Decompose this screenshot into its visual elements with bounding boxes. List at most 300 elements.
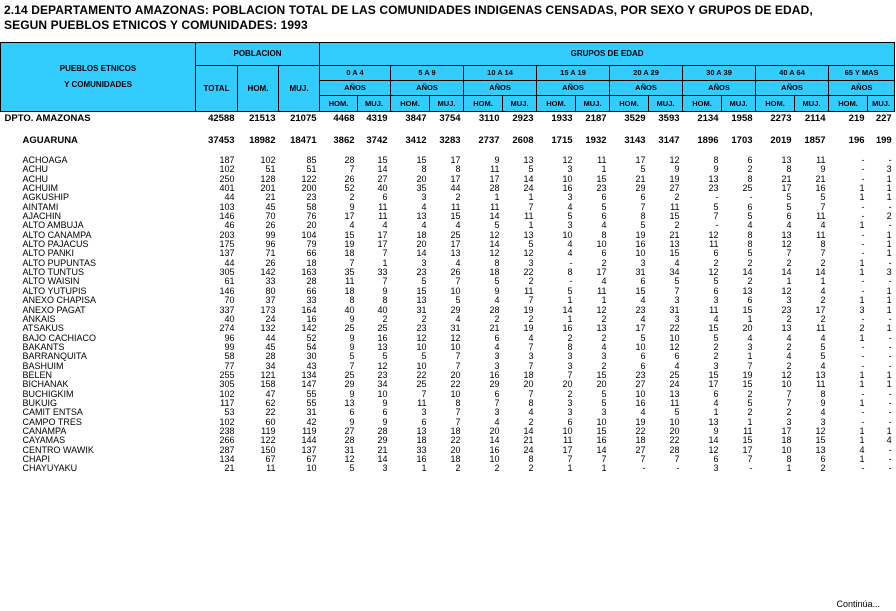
cell-value: 9 <box>349 313 355 324</box>
ethnic-group-row <box>1 134 895 148</box>
cell-value: 14 <box>781 267 792 278</box>
cell-value: - <box>888 276 892 287</box>
cell-value: 2 <box>494 313 500 324</box>
cell-value: 10 <box>562 173 573 184</box>
cell-value: 203 <box>219 229 235 240</box>
cell-value: 4 <box>455 220 461 231</box>
cell-value: 11 <box>451 201 461 212</box>
cell-value: 5 <box>713 276 719 287</box>
cell-value: 26 <box>344 173 355 184</box>
cell-value: 13 <box>416 425 427 436</box>
cell-value: 1 <box>859 369 865 380</box>
row-label: DPTO. AMAZONAS <box>4 113 91 124</box>
cell-value: 2 <box>820 463 826 474</box>
cell-value: 4 <box>820 407 826 418</box>
cell-value: 1 <box>747 351 753 362</box>
row-label: CAMPO TRES <box>22 416 82 427</box>
cell-value: 71 <box>265 248 276 259</box>
cell-value: 3 <box>601 407 607 418</box>
cell-value: 7 <box>528 388 534 399</box>
cell-value: 5 <box>494 220 500 231</box>
cell-value: 2 <box>601 257 607 268</box>
cell-value: 2134 <box>697 113 719 124</box>
cell-value: 2 <box>455 463 461 474</box>
cell-value: 3 <box>820 416 826 427</box>
anos-label: AÑOS <box>756 81 829 96</box>
cell-value: 102 <box>219 388 235 399</box>
cell-value: 5 <box>528 239 534 250</box>
cell-value: 7 <box>528 341 534 352</box>
cell-value: 4 <box>528 332 534 343</box>
cell-value: 6 <box>747 201 753 212</box>
cell-value: 22 <box>416 369 427 380</box>
cell-value: 4 <box>421 201 427 212</box>
cell-value: 7 <box>528 360 534 371</box>
cell-value: 4 <box>820 360 826 371</box>
cell-value: 96 <box>224 332 235 343</box>
cell-value: 7 <box>820 201 826 212</box>
row-label: CENTRO WAWIK <box>22 444 94 455</box>
cell-value: 1715 <box>551 135 573 146</box>
cell-value: - <box>715 192 719 203</box>
anos-label: AÑOS <box>391 81 464 96</box>
cell-value: 1 <box>886 379 892 390</box>
cell-value: 28 <box>344 435 355 446</box>
cell-value: 4 <box>674 360 680 371</box>
cell-value: 5 <box>421 351 427 362</box>
cell-value: 12 <box>708 229 719 240</box>
title-line-2: SEGUN PUEBLOS ETNICOS Y COMUNIDADES: 1993 <box>4 18 308 32</box>
cell-value: 1 <box>859 267 865 278</box>
cell-value: 19 <box>344 239 355 250</box>
cell-value: 2 <box>886 211 892 222</box>
cell-value: 2 <box>713 341 719 352</box>
cell-value: 1958 <box>731 113 753 124</box>
cell-value: 31 <box>669 304 680 315</box>
cell-value: 15 <box>450 211 461 222</box>
cell-value: - <box>888 444 892 455</box>
community-row <box>1 249 895 258</box>
cell-value: 2 <box>528 463 534 474</box>
row-label: BELEN <box>22 369 53 380</box>
cell-value: 5 <box>455 295 461 306</box>
cell-value: 102 <box>260 155 276 165</box>
cell-value: 22 <box>265 407 276 418</box>
spacer-row <box>1 126 895 134</box>
cell-value: 15 <box>596 173 607 184</box>
anos-label: AÑOS <box>537 81 610 96</box>
cell-value: - <box>888 332 892 343</box>
cell-value: 1 <box>601 463 607 474</box>
cell-value: 3742 <box>366 135 388 146</box>
cell-value: - <box>861 201 865 212</box>
cell-value: 2 <box>859 323 865 334</box>
hom-subheader: HOM. <box>464 96 503 112</box>
cell-value: 25 <box>450 229 461 240</box>
report-title <box>4 3 813 33</box>
cell-value: 51 <box>306 164 317 175</box>
cell-value: 1 <box>886 239 892 250</box>
cell-value: - <box>888 201 892 212</box>
cell-value: - <box>888 397 892 408</box>
cell-value: 8 <box>820 239 826 250</box>
cell-value: 10 <box>635 248 646 259</box>
anos-label: AÑOS <box>610 81 683 96</box>
cell-value: 7 <box>786 397 792 408</box>
cell-value: 200 <box>301 183 317 194</box>
cell-value: 164 <box>301 304 317 315</box>
cell-value: 14 <box>815 267 826 278</box>
population-table <box>0 42 895 474</box>
cell-value: 150 <box>260 444 276 455</box>
cell-value: 28 <box>265 351 276 362</box>
cell-value: 5 <box>674 407 680 418</box>
cell-value: 17 <box>635 155 646 165</box>
cell-value: 12 <box>781 239 792 250</box>
age-group-0: 0 A 4 <box>320 66 391 81</box>
cell-value: 219 <box>848 113 865 124</box>
cell-value: 3 <box>601 351 607 362</box>
row-label: ACHOAGA <box>22 155 68 165</box>
cell-value: - <box>861 463 865 474</box>
cell-value: 14 <box>489 211 500 222</box>
cell-value: 13 <box>344 397 355 408</box>
cell-value: 5 <box>820 341 826 352</box>
cell-value: 6 <box>713 388 719 399</box>
cell-value: 401 <box>219 183 235 194</box>
cell-value: 33 <box>377 267 388 278</box>
cell-value: 6 <box>674 351 680 362</box>
cell-value: 4 <box>455 313 461 324</box>
cell-value: 52 <box>344 183 355 194</box>
cell-value: 250 <box>219 173 235 184</box>
muj-subheader: MUJ. <box>430 96 464 112</box>
cell-value: 22 <box>523 267 534 278</box>
cell-value: 15 <box>815 435 826 446</box>
cell-value: 9 <box>349 388 355 399</box>
cell-value: 51 <box>265 164 276 175</box>
cell-value: 3 <box>786 295 792 306</box>
cell-value: 11 <box>816 155 826 165</box>
cell-value: 44 <box>265 332 276 343</box>
cell-value: 8 <box>494 257 500 268</box>
cell-value: 12 <box>669 155 680 165</box>
cell-value: 16 <box>635 397 646 408</box>
cell-value: 12 <box>450 332 461 343</box>
cell-value: 15 <box>708 323 719 334</box>
cell-value: 7 <box>349 257 355 268</box>
cell-value: 4 <box>494 341 500 352</box>
cell-value: 7 <box>455 276 461 287</box>
cell-value: 3 <box>528 257 534 268</box>
cell-value: 13 <box>742 285 753 296</box>
cell-value: 6 <box>421 416 427 427</box>
cell-value: - <box>861 360 865 371</box>
cell-value: 27 <box>669 183 680 194</box>
cell-value: 27 <box>344 425 355 436</box>
cell-value: 134 <box>301 369 317 380</box>
cell-value: 40 <box>377 183 388 194</box>
row-label: ALTO WAISIN <box>22 276 80 287</box>
cell-value: 12 <box>815 425 826 436</box>
cell-value: 44 <box>224 192 235 203</box>
cell-value: 2 <box>601 360 607 371</box>
cell-value: 19 <box>669 173 680 184</box>
hom-header: HOM. <box>238 66 279 112</box>
cell-value: 12 <box>708 444 719 455</box>
cell-value: 6 <box>747 295 753 306</box>
cell-value: 13 <box>781 155 792 165</box>
pueblos-header <box>1 43 196 112</box>
cell-value: 1 <box>421 463 427 474</box>
cell-value: 4 <box>567 239 573 250</box>
community-row <box>1 399 895 408</box>
cell-value: 17 <box>815 304 826 315</box>
cell-value: - <box>861 388 865 399</box>
cell-value: 6 <box>713 248 719 259</box>
cell-value: - <box>888 155 892 165</box>
cell-value: 15 <box>742 304 753 315</box>
cell-value: 10 <box>669 332 680 343</box>
cell-value: 12 <box>377 360 388 371</box>
cell-value: 80 <box>265 285 276 296</box>
cell-value: 7 <box>567 369 573 380</box>
age-group-5: 30 A 39 <box>683 66 756 81</box>
cell-value: 13 <box>708 416 719 427</box>
cell-value: 2 <box>674 192 680 203</box>
cell-value: 21 <box>523 435 534 446</box>
community-row <box>1 287 895 296</box>
cell-value: 4 <box>786 351 792 362</box>
row-label: AINTAMI <box>22 201 59 212</box>
cell-value: 10 <box>416 341 427 352</box>
cell-value: 5 <box>601 201 607 212</box>
cell-value: 305 <box>219 379 235 390</box>
cell-value: 6 <box>747 155 753 165</box>
cell-value: 11 <box>816 379 826 390</box>
cell-value: - <box>888 360 892 371</box>
cell-value: 25 <box>416 379 427 390</box>
cell-value: 5 <box>349 351 355 362</box>
cell-value: 3 <box>528 351 534 362</box>
cell-value: 4 <box>713 397 719 408</box>
cell-value: 5 <box>601 388 607 399</box>
cell-value: 2 <box>567 332 573 343</box>
cell-value: 18 <box>416 435 427 446</box>
cell-value: 18 <box>635 435 646 446</box>
cell-value: 70 <box>265 211 276 222</box>
cell-value: 9 <box>382 285 388 296</box>
cell-value: 20 <box>523 379 534 390</box>
hom-subheader: HOM. <box>320 96 358 112</box>
cell-value: 1 <box>886 183 892 194</box>
cell-value: 17 <box>742 444 753 455</box>
cell-value: 8 <box>567 267 573 278</box>
cell-value: 7 <box>747 360 753 371</box>
cell-value: 11 <box>266 463 276 474</box>
community-row <box>1 464 895 473</box>
row-label: ACHU <box>22 164 49 175</box>
cell-value: 16 <box>306 313 317 324</box>
cell-value: 266 <box>219 435 235 446</box>
cell-value: 4 <box>640 407 646 418</box>
row-label: BAKANTS <box>22 341 65 352</box>
cell-value: 17 <box>635 323 646 334</box>
cell-value: 4 <box>820 285 826 296</box>
cell-value: 3529 <box>624 113 646 124</box>
cell-value: 13 <box>416 295 427 306</box>
cell-value: 1 <box>859 397 865 408</box>
cell-value: 28 <box>669 444 680 455</box>
cell-value: 1 <box>601 164 607 175</box>
hom-subheader: HOM. <box>391 96 430 112</box>
cell-value: 8 <box>455 164 461 175</box>
cell-value: 26 <box>265 220 276 231</box>
cell-value: 15 <box>669 248 680 259</box>
cell-value: 3754 <box>439 113 461 124</box>
cell-value: - <box>861 407 865 418</box>
community-row <box>1 427 895 436</box>
row-label: ANKAIS <box>22 313 56 324</box>
cell-value: 21 <box>377 444 388 455</box>
cell-value: 23 <box>416 323 427 334</box>
cell-value: 22 <box>450 435 461 446</box>
cell-value: 22 <box>669 323 680 334</box>
cell-value: 4 <box>567 201 573 212</box>
cell-value: 3 <box>567 397 573 408</box>
cell-value: 1 <box>528 220 534 231</box>
cell-value: 2 <box>528 313 534 324</box>
cell-value: 10 <box>596 416 607 427</box>
row-label: CHAPI <box>22 454 51 464</box>
cell-value: 23 <box>708 183 719 194</box>
community-row <box>1 212 895 221</box>
cell-value: 1 <box>859 257 865 268</box>
cell-value: 12 <box>344 454 355 464</box>
cell-value: 4 <box>567 248 573 259</box>
cell-value: 1 <box>601 295 607 306</box>
cell-value: 3847 <box>405 113 427 124</box>
cell-value: 1 <box>859 332 865 343</box>
row-label: ANEXO CHAPISA <box>22 295 97 306</box>
title-line-1: 2.14 DEPARTAMENTO AMAZONAS: POBLACION TOTAL DE LAS COMUNIDADES INDIGENAS CENSADAS, POR SEXO Y GRUPOS DE EDAD, <box>4 3 813 17</box>
cell-value: 1 <box>859 183 865 194</box>
cell-value: 4 <box>747 220 753 231</box>
cell-value: 40 <box>377 304 388 315</box>
cell-value: 4 <box>786 220 792 231</box>
cell-value: 17 <box>708 379 719 390</box>
cell-value: 9 <box>382 416 388 427</box>
cell-value: 37 <box>265 295 276 306</box>
cell-value: 20 <box>416 173 427 184</box>
cell-value: 26 <box>265 257 276 268</box>
cell-value: 25 <box>742 183 753 194</box>
cell-value: 146 <box>219 211 235 222</box>
cell-value: 21513 <box>249 113 276 124</box>
cell-value: 1 <box>886 425 892 436</box>
cell-value: 96 <box>265 239 276 250</box>
cell-value: 4 <box>820 332 826 343</box>
cell-value: 4 <box>601 220 607 231</box>
cell-value: 16 <box>635 239 646 250</box>
cell-value: 17 <box>596 267 607 278</box>
table-header <box>1 43 895 112</box>
cell-value: 18 <box>450 454 461 464</box>
community-row <box>1 165 895 174</box>
cell-value: 11 <box>563 435 573 446</box>
cell-value: 28 <box>377 425 388 436</box>
cell-value: 5 <box>421 276 427 287</box>
cell-value: 14 <box>377 164 388 175</box>
cell-value: 2 <box>713 351 719 362</box>
row-label: AGKUSHIP <box>22 192 70 203</box>
continues-note: Continúa... <box>836 599 880 609</box>
cell-value: 23 <box>635 369 646 380</box>
row-label: BASHUIM <box>22 360 64 371</box>
cell-value: 11 <box>816 229 826 240</box>
cell-value: 40 <box>344 304 355 315</box>
cell-value: 61 <box>224 276 235 287</box>
cell-value: 4 <box>455 257 461 268</box>
community-row <box>1 231 895 240</box>
cell-value: 16 <box>562 323 573 334</box>
cell-value: 18 <box>306 257 317 268</box>
row-label: CANAMPA <box>22 425 67 436</box>
cell-value: 25 <box>377 323 388 334</box>
cell-value: 85 <box>306 155 317 165</box>
grupos-header: GRUPOS DE EDAD <box>320 43 895 66</box>
anos-label: AÑOS <box>320 81 391 96</box>
community-row <box>1 156 895 165</box>
cell-value: 17 <box>781 425 792 436</box>
row-label: CAMIT ENTSA <box>22 407 83 418</box>
cell-value: 6 <box>494 388 500 399</box>
cell-value: 2 <box>382 313 388 324</box>
cell-value: 24 <box>265 313 276 324</box>
cell-value: 16 <box>562 183 573 194</box>
cell-value: 121 <box>260 369 276 380</box>
community-row <box>1 277 895 286</box>
cell-value: 12 <box>781 369 792 380</box>
cell-value: 2 <box>674 220 680 231</box>
cell-value: 13 <box>450 248 461 259</box>
age-group-2: 10 A 14 <box>464 66 537 81</box>
cell-value: 23 <box>416 267 427 278</box>
cell-value: 13 <box>669 239 680 250</box>
cell-value: - <box>715 220 719 231</box>
cell-value: 22 <box>669 435 680 446</box>
cell-value: 15 <box>416 155 427 165</box>
cell-value: 4 <box>674 257 680 268</box>
cell-value: 13 <box>815 369 826 380</box>
cell-value: 1 <box>859 192 865 203</box>
cell-value: 9 <box>820 397 826 408</box>
cell-value: - <box>861 239 865 250</box>
cell-value: - <box>861 276 865 287</box>
row-label: ALTO PUPUNTAS <box>22 257 97 268</box>
cell-value: 1 <box>567 463 573 474</box>
row-label: BARRANQUITA <box>22 351 87 362</box>
cell-value: 9 <box>349 416 355 427</box>
cell-value: 7 <box>455 351 461 362</box>
cell-value: 21 <box>815 173 826 184</box>
cell-value: 4 <box>640 313 646 324</box>
age-group-6: 40 A 64 <box>756 66 829 81</box>
cell-value: 18 <box>344 285 355 296</box>
cell-value: 163 <box>301 267 317 278</box>
muj-subheader: MUJ. <box>868 96 895 112</box>
community-row <box>1 184 895 193</box>
